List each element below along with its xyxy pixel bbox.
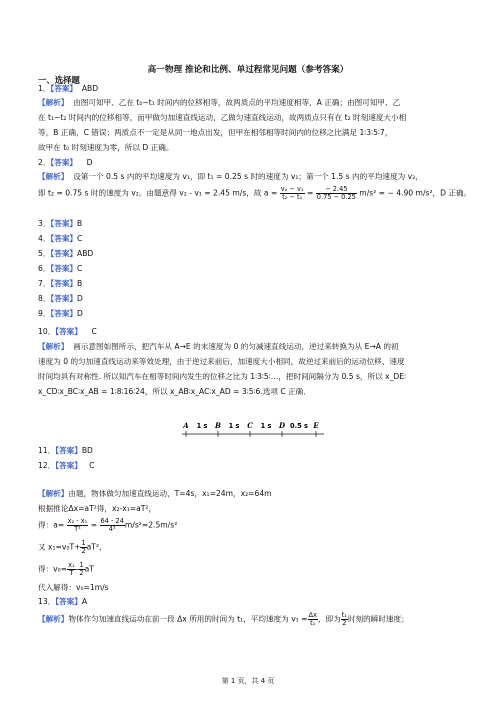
question-number: 4．: [38, 234, 51, 243]
q2-answer-line: 2．【答案】 D: [38, 158, 93, 167]
diagram-gap-label: 1 s: [196, 422, 208, 430]
diagram-gap-label: 1 s: [260, 422, 272, 430]
q2-analysis-line-2: 即 t₂ = 0.75 s 时的速度为 v₂。由题意得 v₂ - v₁ = 2.45 m/s，故 a = $\frac{\text{v₂ − v₁}}{\text{t₂ − t₁}}$ = $\frac{- 2.45}{0.75 - 0.25}$ m/s² = − 4.90 m/s²，D 正确。: [38, 185, 472, 201]
answer-line: [38, 264, 82, 273]
q1-analysis-line-3: 等，B 正确，C 错误；两质点不一定是从同一地点出发，但甲在相邻相等时间内的位移之比满足 1∶3∶5∶7，: [38, 128, 393, 137]
q13-fraction-1: $\frac{\Delta x}{\text{t₁}}$: [308, 611, 317, 627]
answer-value: ABD: [77, 249, 94, 258]
q12-analysis-line-6: 代入解得：v₀=1m/s: [38, 583, 109, 592]
answer-value: C: [77, 234, 83, 243]
question-number: 9．: [38, 309, 51, 318]
q12-answer: C: [89, 461, 95, 470]
answer-tag: 【答案】: [50, 84, 78, 93]
q13-answer: A: [81, 597, 88, 606]
diagram-point-label: B: [215, 421, 221, 430]
diagram-gap-label: 0.5 s: [290, 422, 308, 430]
question-number: 5．: [38, 249, 51, 258]
q10-analysis-line-1: 【解析】 画示意图如图所示，把汽车从 A→E 的末速度为 0 的匀减速直线运动，逆过来转换为从 E→A 的初: [38, 342, 399, 351]
question-number: 8．: [38, 294, 51, 303]
q12-analysis-line-3: 得：a= $\frac{\text{x₂ - x₁}}{\text{T²}}$ = $\frac{64 - 24}{\text{4²}}$ m/s²=2.5m/s²: [38, 517, 178, 533]
q2-analysis-line-1: 【解析】 设第一个 0.5 s 内的平均速度为 v₁，即 t₁ = 0.25 s 时的速度为 v₁；第一个 1.5 s 内的平均速度为 v₂，: [38, 172, 423, 181]
answer-value: B: [77, 279, 83, 288]
q12-analysis-line-5: 得：v₀= $\frac{\text{x₁}}{T}$ - $\frac{1}{2}$ aT: [38, 561, 94, 577]
answer-tag: 【答案】: [50, 264, 78, 273]
q12-fraction-4: $\frac{1}{2}$: [79, 561, 84, 577]
answer-value: D: [77, 294, 83, 303]
answer-line: [38, 234, 82, 243]
q10-analysis-line-4: x_CD∶x_BC∶x_AB = 1∶8∶16∶24，所以 x_AB∶x_AC∶x_AD = 3∶5∶6.选项 C 正确．: [38, 387, 311, 396]
diagram-point-label: A: [183, 421, 189, 430]
q1-answer: ABD: [81, 84, 99, 93]
question-number: 3．: [38, 219, 51, 228]
analysis-tag: 【解析】: [38, 98, 69, 107]
q1-analysis-line-1: 【解析】 由图可知甲、乙在 t₀~t₁ 时间内的位移相等，故两质点的平均速度相等，A 正确；由图可知甲、乙: [38, 98, 401, 107]
q12-analysis-line-2: 根据推论Δx=aT²得，x₂-x₁=aT²，: [38, 504, 157, 513]
q10-answer-line: 10．【答案】 C: [38, 327, 97, 336]
answer-value: B: [77, 219, 83, 228]
q1-analysis-line-4: 故甲在 t₀ 时刻速度为零，所以 D 正确。: [38, 143, 174, 152]
answer-line: [38, 279, 82, 288]
question-number: 7．: [38, 279, 51, 288]
answer-value: D: [77, 309, 83, 318]
section-heading: 一、选择题: [38, 75, 80, 85]
diagram-point-label: C: [247, 421, 253, 430]
q13-analysis-line-1: 【解析】物体作匀加速直线运动在前一段 Δx 所用的时间为 t₁，平均速度为 v₁ = $\frac{\Delta x}{\text{t₁}}$ ，即为 $\frac{\text{t₁}}{2}$ 时刻的瞬时速度；: [38, 611, 409, 627]
q11-answer: BD: [81, 446, 93, 455]
q1-answer-line: [38, 84, 98, 93]
q10-answer: C: [91, 327, 97, 336]
q12-fraction-3: $\frac{\text{x₁}}{T}$: [68, 561, 75, 577]
q1-number: 1．: [38, 84, 51, 93]
answer-line: [38, 249, 93, 258]
q12-analysis-line-1: 【解析】由题，物体做匀加速直线运动，T=4s，x₁=24m，x₂=64m: [38, 489, 272, 498]
question-number: 6．: [38, 264, 51, 273]
q10-analysis-line-3: 时间均具有对称性. 所以知汽车在相等时间内发生的位移之比为 1∶3∶5∶…，把时间间隔分为 0.5 s，所以 x_DE∶: [38, 372, 407, 381]
answer-line: [38, 309, 83, 318]
diagram-point-label: E: [313, 421, 319, 430]
q12-fraction-1: $\frac{\text{x₂ - x₁}}{\text{T²}}$: [67, 517, 88, 533]
q13-answer-line: 13．【答案】A: [38, 597, 88, 606]
diagram-point-label: D: [278, 421, 286, 430]
answer-value: C: [77, 264, 83, 273]
motion-diagram: [178, 419, 328, 441]
answer-tag: 【答案】: [50, 279, 78, 288]
q2-answer: D: [86, 158, 93, 167]
q10-analysis-line-2: 速度为 0 的匀加速直线运动来等效处理，由于逆过来前后，加速度大小相同，故逆过来前后的运动位移、速度: [38, 357, 405, 366]
page-footer: 第 1 页，共 4 页: [221, 677, 275, 685]
answer-line: [38, 219, 82, 228]
answer-tag: 【答案】: [50, 309, 78, 318]
q11-answer-line: 11．【答案】BD: [38, 446, 93, 455]
answer-tag: 【答案】: [50, 234, 78, 243]
acceleration-fraction-2: $\frac{- 2.45}{0.75 - 0.25}$: [316, 185, 356, 201]
q12-half-fraction: $\frac{1}{2}$: [81, 539, 86, 555]
q12-fraction-2: $\frac{64 - 24}{\text{4²}}$: [100, 517, 124, 533]
q13-fraction-2: $\frac{\text{t₁}}{2}$: [341, 611, 347, 627]
q1-analysis-line-2: 在 t₁~t₂ 时间内的位移相等，而甲做匀加速直线运动，乙做匀速直线运动，故两质点只有在 t₂ 时刻速度大小相: [38, 113, 407, 122]
answer-tag: 【答案】: [50, 249, 78, 258]
q12-analysis-line-4: 又 x₁=v₀T+ $\frac{1}{2}$ aT²，: [38, 539, 107, 555]
answer-tag: 【答案】: [50, 219, 78, 228]
q12-answer-line: 12．【答案】 C: [38, 461, 95, 470]
page-title: 高一物理 推论和比例、单过程常见问题（参考答案）: [147, 65, 349, 75]
diagram-gap-label: 1 s: [228, 422, 240, 430]
answer-tag: 【答案】: [50, 294, 78, 303]
answer-line: [38, 294, 83, 303]
acceleration-fraction-1: $\frac{\text{v₂ − v₁}}{\text{t₂ − t₁}}$: [280, 185, 304, 201]
